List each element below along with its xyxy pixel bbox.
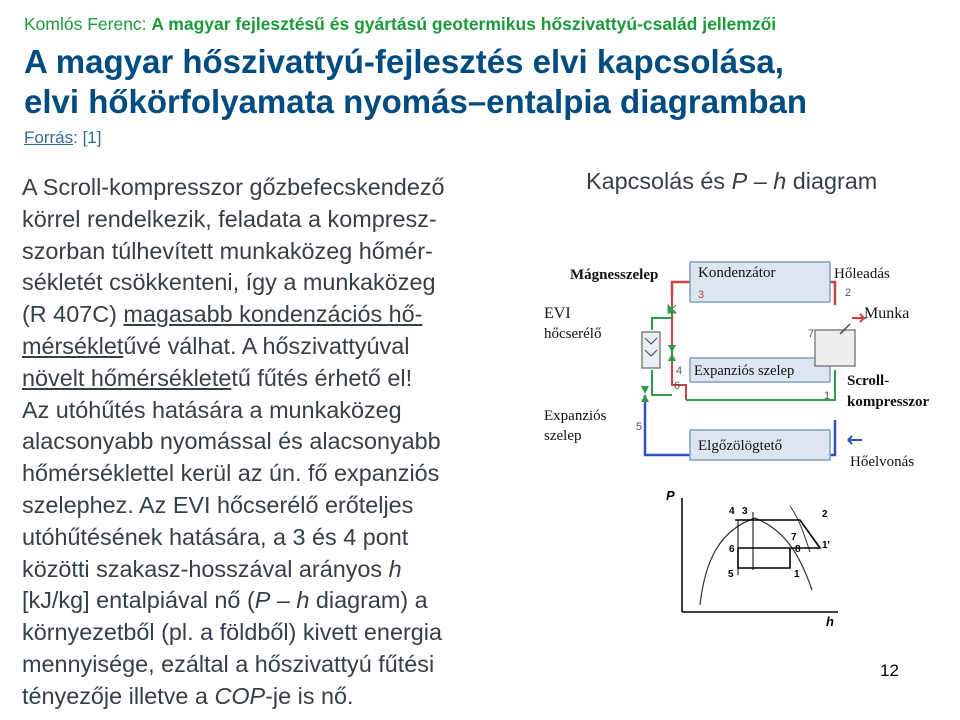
label-evi-exchanger: hőcserélő [544, 326, 602, 342]
label-expansion-2: szelep [544, 428, 582, 444]
body-line: körrel rendelkezik, feladata a kompresz- [22, 205, 437, 232]
label-evi: EVI [544, 305, 571, 322]
point-7: 7 [808, 328, 815, 340]
title-line-2: elvi hőkörfolyamata nyomás–entalpia diagramban [24, 83, 808, 120]
body-segment: űvé válhat. A hőszivattyúval [123, 332, 410, 359]
heat-pump-schematic [544, 262, 930, 470]
page-number: 12 [880, 661, 899, 680]
caption-segment: Kapcsolás és [586, 168, 732, 194]
label-scroll: Scroll- [847, 373, 890, 389]
body-line: alacsonyabb nyomással és alacsonyabb [22, 428, 441, 455]
source-value: : [1] [73, 128, 102, 147]
label-work: Munka [864, 305, 910, 322]
point-6: 6 [674, 380, 681, 392]
label-magnetic-valve: Mágnesszelep [570, 267, 659, 283]
label-expansion-1: Expanziós [544, 408, 607, 424]
ph-point-4: 4 [729, 506, 735, 517]
body-segment-underlined: magasabb kondenzációs hő- [123, 301, 423, 328]
body-line: mennyisége, ezáltal a hőszivattyú fűtési [22, 650, 435, 677]
body-segment-underlined: növelt hőmérséklete [22, 364, 232, 391]
point-2: 2 [845, 287, 852, 299]
label-compressor: kompresszor [847, 394, 930, 410]
label-heat-input: Hőelvonás [850, 454, 915, 470]
pipe-evi-out [652, 370, 672, 395]
ph-cycle-lower [738, 548, 790, 568]
body-line: szelephez. Az EVI hőcserélő erőteljes [22, 491, 414, 518]
body-line: Az utóhűtés hatására a munkaközeg [22, 396, 402, 423]
body-segment-italic: P [254, 587, 271, 614]
ph-point-5: 5 [728, 569, 734, 580]
evi-exchanger-icon [642, 332, 660, 368]
body-segment: (R 407C) [22, 301, 124, 328]
ph-point-6: 6 [729, 544, 735, 555]
body-segment: -je is nő. [265, 682, 354, 709]
body-segment-italic: h [296, 587, 310, 614]
body-segment-underlined: mérséklet [22, 332, 124, 359]
ph-axis-p: P [666, 488, 675, 503]
ph-point-1: 1 [794, 569, 800, 580]
title-line-1: A magyar hőszivattyú-fejlesztés elvi kapcsolása, [24, 43, 784, 80]
body-segment-italic: h [388, 555, 402, 582]
ph-point-3: 3 [742, 506, 748, 517]
compressor-icon [815, 330, 855, 366]
body-line: sékletét csökkenteni, így a munkaközeg [22, 269, 436, 296]
source-label[interactable]: Forrás [24, 128, 74, 147]
pipe-evi-in [652, 318, 672, 330]
expansion-valve-icon [668, 345, 676, 361]
caption-segment-italic: P [731, 168, 748, 194]
ph-axis-h: h [826, 614, 834, 629]
ph-point-1-prime: 1' [822, 540, 830, 551]
label-evaporator: Elgőzölögtető [698, 438, 783, 454]
body-segment: – [270, 587, 297, 614]
header-author: Komlós Ferenc: [24, 14, 147, 34]
ph-diagram [666, 488, 838, 629]
caption-segment: – [747, 168, 774, 194]
caption-segment-italic: h [773, 168, 787, 194]
main-expansion-valve-icon [641, 386, 649, 402]
body-segment: tényezője illetve a [22, 682, 215, 709]
body-segment-italic: COP [214, 682, 266, 709]
point-5: 5 [636, 421, 643, 433]
body-segment: [kJ/kg] entalpiával nő ( [22, 587, 255, 614]
heat-out-arrow-icon [852, 314, 864, 322]
ph-point-2: 2 [822, 509, 828, 520]
body-line: utóhűtésének hatására, a 3 és 4 pont [22, 523, 409, 550]
body-line: hőmérséklettel kerül az ún. fő expanziós [22, 460, 440, 487]
point-1: 1 [824, 390, 831, 402]
body-line: környezetből (pl. a földből) kivett energia [22, 619, 442, 646]
heat-in-arrow-icon [848, 436, 862, 444]
ph-point-7: 7 [791, 532, 797, 543]
point-3: 3 [698, 289, 705, 301]
label-condenser: Kondenzátor [698, 265, 776, 281]
label-heat-output: Hőleadás [834, 266, 890, 282]
body-line: szorban túlhevített munkaközeg hőmér- [22, 237, 433, 264]
caption-segment: diagram [786, 168, 878, 194]
point-4: 4 [676, 365, 683, 377]
body-segment: tű fűtés érhető el! [231, 364, 413, 391]
body-segment: diagram) a [309, 587, 428, 614]
label-expansion-valve: Expanziós szelep [694, 363, 795, 379]
body-segment: közötti szakasz-hosszával arányos [22, 555, 389, 582]
header-topic: A magyar fejlesztésű és gyártású geotermikus hőszivattyú-család jellemzői [151, 14, 777, 34]
ph-point-8: 8 [795, 544, 801, 555]
body-line: A Scroll-kompresszor gőzbefecskendező [22, 174, 445, 200]
